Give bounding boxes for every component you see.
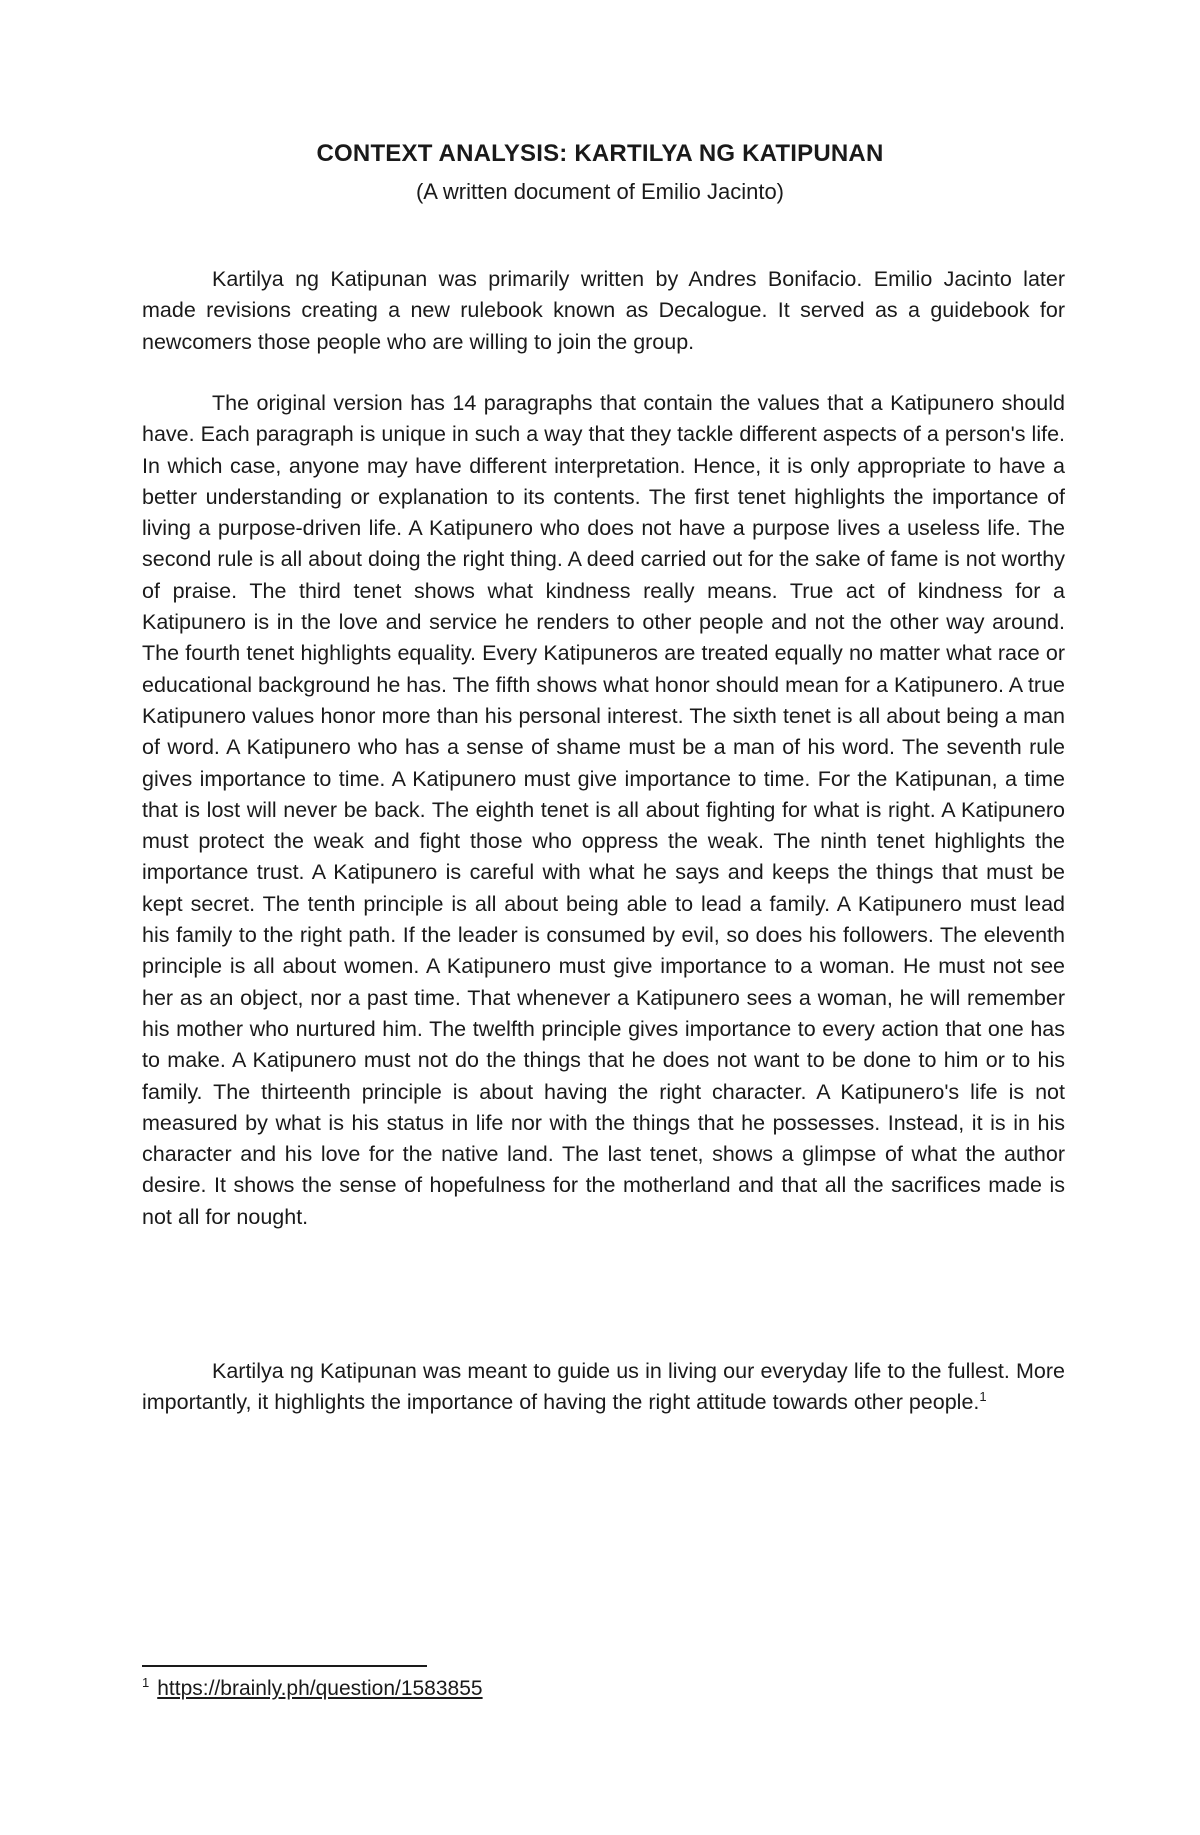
footnote-source-link[interactable]: https://brainly.ph/question/1583855	[157, 1677, 483, 1700]
paragraph-conclusion	[142, 1356, 1065, 1419]
footnote-number: 1	[142, 1675, 150, 1690]
paragraph-intro-text: Kartilya ng Katipunan was primarily written by Andres Bonifacio. Emilio Jacinto later made revisions creating a new rulebook known as Decalogue. It served as a guidebook for newcomers those people who are willing to join the group.	[142, 267, 1065, 354]
footnote-reference[interactable]: 1	[979, 1389, 987, 1405]
paragraph-tenets-text: The original version has 14 paragraphs that contain the values that a Katipunero should have. Each paragraph is unique in such a way that they tackle different aspects of a person's life. In which case, anyone may have different interpretation. Hence, it is only appropriate to have a better understanding or explanation to its contents. The first tenet highlights the importance of living a purpose-driven life. A Katipunero who does not have a purpose lives a useless life. The second rule is all about doing the right thing. A deed carried out for the sake of fame is not worthy of praise. The third tenet shows what kindness really means. True act of kindness for a Katipunero is in the love and service he renders to other people and not the other way around. The fourth tenet highlights equality. Every Katipuneros are treated equally no matter what race or educational background he has. The fifth shows what honor should mean for a Katipunero. A true Katipunero values honor more than his personal interest. The sixth tenet is all about being a man of word. A Katipunero who has a sense of shame must be a man of his word. The seventh rule gives importance to time. A Katipunero must give importance to time. For the Katipunan, a time that is lost will never be back. The eighth tenet is all about fighting for what is right. A Katipunero must protect the weak and fight those who oppress the weak. The ninth tenet highlights the importance trust. A Katipunero is careful with what he says and keeps the things that must be kept secret. The tenth principle is all about being able to lead a family. A Katipunero must lead his family to the right path. If the leader is consumed by evil, so does his followers. The eleventh principle is all about women. A Katipunero must give importance to a woman. He must not see her as an object, nor a past time. That whenever a Katipunero sees a woman, he will remember his mother who nurtured him. The twelfth principle gives importance to every action that one has to make. A Katipunero must not do the things that he does not want to be done to him or to his family. The thirteenth principle is about having the right character. A Katipunero's life is not measured by what is his status in life nor with the things that he possesses. Instead, it is in his character and his love for the native land. The last tenet, shows a glimpse of what the author desire. It shows the sense of hopefulness for the motherland and that all the sacrifices made is not all for nought.	[142, 391, 1065, 1229]
paragraph-conclusion-text: Kartilya ng Katipunan was meant to guide us in living our everyday life to the fullest. More importantly, it highlights the importance of having the right attitude towards other people.	[142, 1359, 1065, 1415]
paragraph-tenets	[142, 388, 1065, 1233]
paragraph-intro	[142, 264, 1065, 358]
footnote-divider	[142, 1665, 427, 1667]
document-subtitle: (A written document of Emilio Jacinto)	[415, 179, 785, 204]
footnote	[142, 1677, 483, 1701]
document-title: CONTEXT ANALYSIS: KARTILYA NG KATIPUNAN	[316, 140, 884, 167]
